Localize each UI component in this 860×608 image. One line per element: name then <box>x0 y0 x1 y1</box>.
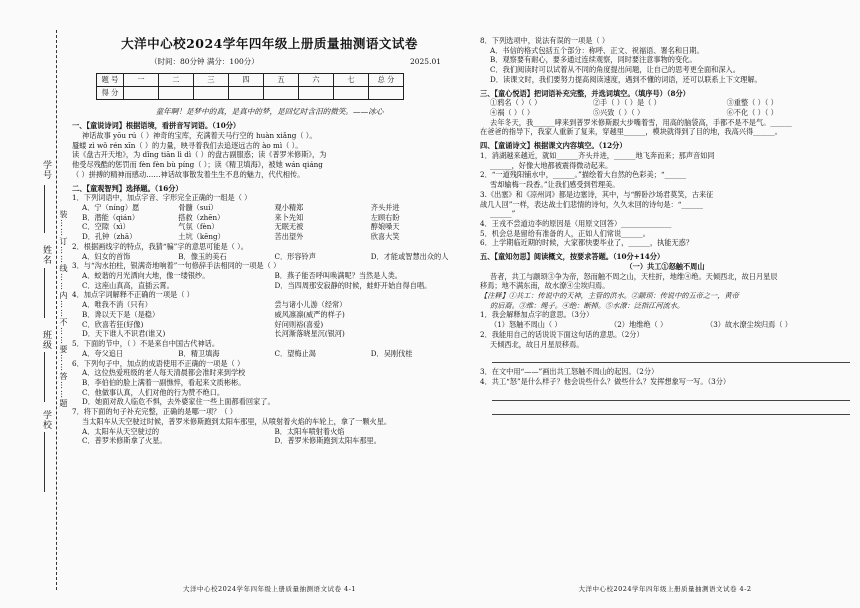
option[interactable]: B．李伯伯的脸上满着一副憔悴，看起来文质彬彬。 <box>82 377 246 387</box>
word-fill-row <box>480 98 850 108</box>
option: 搭救（zhēn） <box>178 212 225 222</box>
option[interactable]: C．空隙（xì） <box>82 222 130 232</box>
question-options <box>72 300 467 339</box>
option[interactable]: A．唯我不消（只有） <box>82 300 152 310</box>
question-stem: 4．共工“怒”是什么样子？他会说些什么？做些什么？发挥想象写一写。（3分） <box>480 377 731 386</box>
option[interactable]: D．当四周那安寂静的时候，蛙虾开始自得自唱。 <box>274 280 432 290</box>
option[interactable]: A．妇女的首饰 <box>82 251 131 261</box>
option[interactable]: C．形容铃声 <box>274 251 316 261</box>
score-table-header <box>97 74 404 87</box>
score-cell[interactable] <box>369 87 404 100</box>
student-id-field[interactable] <box>44 185 45 233</box>
option[interactable]: D．才能或智慧出众的人 <box>370 251 449 261</box>
sec4-line: 4．王戎不尝道边李的原因是（用原文回答）______________ <box>480 218 672 228</box>
question-sentence: 天倾西北，故日月星辰移焉。 <box>490 339 584 349</box>
answer-blank[interactable]: （2）地维绝（ ） <box>610 320 668 330</box>
score-header-cell: 二 <box>159 74 194 87</box>
option: 齐头并进 <box>370 203 400 212</box>
option[interactable]: B．精卫填海 <box>178 348 220 358</box>
option: 欣喜大笑 <box>370 232 400 242</box>
question-stem: 7．将下面的句子补充完整，正确的是哪一项？（ ） <box>72 407 237 417</box>
option[interactable]: A．宁（níng）愿 <box>82 203 140 212</box>
question-options <box>72 252 467 262</box>
word-fill-item[interactable]: ④祸（ ）（ ） <box>490 108 535 118</box>
option[interactable]: D．读课文时，我们要努力提高阅读速度，遇到不懂的词语，还可以联系上下文理解。 <box>490 74 762 84</box>
score-table <box>96 73 404 100</box>
class-field[interactable] <box>44 352 45 402</box>
sec1-line: 他受尽残酷的惩罚而 fèn fèn bù píng（ ）；读《精卫填海》，被她 wán qiáng <box>72 160 323 170</box>
answer-line[interactable] <box>492 404 850 415</box>
option: 土坑（kēng） <box>178 232 225 242</box>
student-id-label: 学号 <box>41 160 51 180</box>
name-label: 姓名 <box>41 245 51 265</box>
reading-note: 的后裔。③维：绳子。④绝：断掉。⑤水潦：泛指江河流水。 <box>490 300 685 310</box>
answer-blank[interactable]: （1）怒触不周山（ ） <box>490 320 562 330</box>
option: 尝与诸小儿游（经常） <box>274 300 347 310</box>
exam-date: 2025.01 <box>409 56 441 66</box>
question-stem: 8．下列选项中，说法有误的一项是（ ） <box>480 36 610 45</box>
score-cell[interactable] <box>229 87 264 100</box>
sec4-line: 雪却输梅一段香。”让我们感受到哲理美。 <box>490 180 620 190</box>
option[interactable]: C．望梅止渴 <box>274 348 316 358</box>
motto: 童年啊！是梦中的真，是真中的梦，是回忆时含泪的微笑。——冰心 <box>155 107 384 116</box>
score-cell[interactable] <box>299 87 334 100</box>
section-3-heading: 三、【童心悦语】把词语补充完整，并选词填空。（填序号）（8分） <box>480 88 690 98</box>
question-options <box>72 427 467 446</box>
binding-warning: 装……订……线……内……不……要……答……题 <box>59 210 68 408</box>
option[interactable]: C．他做事认真，人们对他的行为赞不绝口。 <box>82 387 225 397</box>
school-label: 学校 <box>41 410 51 430</box>
sec1-line: （ ）拼搏的精神而感动……神话故事散发着生生不息的魅力，代代相传。 <box>72 169 305 179</box>
score-cell[interactable] <box>159 87 194 100</box>
reading-title: （一）共工①怒触不周山 <box>625 261 705 271</box>
exam-title: 大洋中心校2024学年四年级上册质量抽测语文试卷 <box>121 36 418 51</box>
option: 苦出望外 <box>274 232 304 242</box>
question-options <box>72 203 467 242</box>
sec3-paragraph: 在爸爸的指导下，我家人重新了复来，穿越里______，模块就得到了目的地，我高兴得______。 <box>480 127 782 137</box>
word-fill-item[interactable]: ⑤兴致（ ）（ ） <box>592 108 645 118</box>
option: 威风凛凛(威严的样子) <box>274 309 345 319</box>
score-header-cell: 三 <box>194 74 229 87</box>
word-fill-row <box>480 108 850 118</box>
sec4-line: 5．机会总是留给有准备的人，正如人们常说______。 <box>480 228 650 238</box>
option: 无眠无被 <box>274 222 304 232</box>
option[interactable]: B．潜能（qián） <box>82 212 140 222</box>
option[interactable]: B．谗以天下是（是稳） <box>82 309 160 319</box>
answer-line[interactable] <box>492 390 850 401</box>
page-left <box>72 0 467 608</box>
score-row-label: 得 分 <box>97 87 124 100</box>
option[interactable]: A．太阳车从天空驶过的 <box>82 426 160 436</box>
word-fill-item[interactable]: ③重整（ ）（ ） <box>726 98 778 108</box>
score-cell[interactable] <box>194 87 229 100</box>
answer-blank[interactable]: （3）故水潦尘埃归焉（ ） <box>706 320 792 330</box>
option[interactable]: B．观察要有耐心，要多通过连续观察，同时要注意事物的变化。 <box>490 55 697 65</box>
option: 骨髓（suí） <box>178 203 218 212</box>
class-label: 班级 <box>41 330 51 350</box>
score-header-cell: 六 <box>299 74 334 87</box>
option[interactable]: D．天下谁人不识君(谁又) <box>82 329 166 339</box>
section-2-heading: 二、【童观智判】选择题。（16分） <box>72 183 183 193</box>
option[interactable]: D．普罗米修斯跑到太阳车那里。 <box>274 436 381 446</box>
question-stem: 1．我会解释加点字的意思。（3分） <box>480 310 594 320</box>
question-stem: 3．在文中用“——”画出共工怒触不周山的起因。（2分） <box>480 367 659 377</box>
option[interactable]: C．普罗米修斯拿了火星。 <box>82 436 167 446</box>
option[interactable]: C．欣喜若狂(好像) <box>82 319 144 329</box>
option: 长河渐落晓星沉(银河) <box>274 329 345 339</box>
score-header-cell: 总 分 <box>369 74 404 87</box>
reading-text: 移焉；地不满东南，故水潦④尘埃归焉。 <box>480 281 610 291</box>
reading-note: 【注释】①共工：传说中的天神，主管的洪水。②颛顼：传说中的五帝之一，黄帝 <box>480 290 739 300</box>
score-cell[interactable] <box>334 87 369 100</box>
option[interactable]: A．蛟谐的月光洒向大地，像一缕银纱。 <box>82 271 210 281</box>
page-footer-left: 大洋中心校2024学年四年级上册质量抽测语文试卷 4-1 <box>182 585 357 594</box>
question-stem: 5．下面的节中，（ ）不是来自中国古代神话。 <box>72 339 220 349</box>
answer-line[interactable] <box>492 352 850 363</box>
option[interactable]: B．燕子能否呼叫唤满呢？当然是人类。 <box>274 271 402 281</box>
exam-time: （时间：80分钟 满分：100分） <box>150 56 259 66</box>
option[interactable]: B．太阳车喷射着火焰 <box>274 426 345 436</box>
option[interactable]: D．孔钟（zhā） <box>82 232 137 242</box>
option[interactable]: A．这位热爱班级的老人每天清晨都会准时来到学校 <box>82 368 246 378</box>
question-options <box>480 320 850 330</box>
option[interactable]: D．吴刚伐桂 <box>370 348 413 358</box>
option: 气氛（fèn） <box>178 222 219 232</box>
score-header-cell: 五 <box>264 74 299 87</box>
sec4-line: 1．消湖越来越近，就如______齐头并进，______地飞奔而来；那声音如同 <box>480 150 715 160</box>
question-options <box>72 271 467 290</box>
section-1-heading: 一、【童说诗词】根据语境，看拼音写词语。（10分） <box>72 121 241 131</box>
option[interactable]: A．书信的格式包括五个部分：称呼、正文、祝福语、署名和日期。 <box>490 45 704 55</box>
score-cell[interactable] <box>264 87 299 100</box>
word-fill-item[interactable]: ①鸦名（ ）（ ） <box>490 98 542 108</box>
word-fill-item[interactable]: ②手（ ）（ ）是（ ） <box>592 98 661 108</box>
sec1-line: 读《盘古开天地》，为 dǐng tiān lì dì（ ）的盘古副服惑；读《普罗米修斯》，为 <box>72 150 327 160</box>
option: 观小精郑 <box>274 203 304 212</box>
sec4-line: 6．上学期临近期的时候，大家都快要毕业了，______，执能无惑？ <box>480 238 694 248</box>
school-field[interactable] <box>44 432 45 492</box>
option[interactable]: C．这座山真高，直插云霄。 <box>82 280 174 290</box>
section-4-heading: 四、【童诵诗文】根据课文内容填空。（12分） <box>480 141 627 151</box>
sec3-paragraph: 去年冬天，我______哮来到普罗米修斯跟大步嘴着雪，用高的脑袋高，手都不是不是气。______ <box>490 117 792 127</box>
sec4-line: ______” <box>490 209 516 219</box>
option: 左顾右盼 <box>370 212 400 222</box>
sec4-line: 战几人回”一样，表达战士们悲情的诗句，久久未回的诗句是：“______ <box>480 199 703 209</box>
question-sentence: 当太阳车从天空驶过时候，普罗米修斯跑到太阳车那里，从喷射着火焰的车轮上，拿了一颗火星。 <box>82 416 392 426</box>
score-cell[interactable] <box>124 87 159 100</box>
binding-dashed-line <box>56 30 57 590</box>
sec1-line: 神话故事 yōu rú（ ）神奇的宝库，充满着天马行空的 huàn xiǎng（ ）。 <box>82 130 317 140</box>
question-stem: 2．我能用自己的话说说下面这句话的意思。（2分） <box>480 329 644 339</box>
option[interactable]: A．夸父追日 <box>82 348 124 358</box>
page-footer-right: 大洋中心校2024学年四年级上册质量抽测语文试卷 4-2 <box>578 585 752 594</box>
option: 来卜先知 <box>274 212 304 222</box>
sec4-line: ______，好像大地都被震得微动起来。 <box>490 160 613 170</box>
option[interactable]: C．我们阅读时可以试着从不同的角度提出问题，让自己的思考更全面和深入。 <box>490 65 740 75</box>
score-header-cell: 一 <box>124 74 159 87</box>
option[interactable]: D．她面对敌人临危不惧，去外婆家住一些上面都看回家了。 <box>82 397 275 407</box>
sec4-line: 3.《出塞》和《凉州词》都是边塞诗，其中，与“醉卧沙场君莫笑，古来征 <box>480 189 714 199</box>
sec4-line: 2．“一道残阳铺水中，______。”描绘着大自然的色彩美；“______ <box>480 170 687 180</box>
option: 醇娘嗓天 <box>370 222 400 232</box>
question-stem: 2．根据画线字的特点，我猜“骗”字的意思可能是（ ）。 <box>72 241 248 251</box>
section-5-heading: 五、【童知勿思】阅读概文，按要求答题。（10分+14分） <box>480 252 665 262</box>
word-fill-item[interactable]: ⑥不化（ ）（ ） <box>726 108 778 118</box>
reading-text: 昔者，共工与颛顼③争为帝，怒而触不周之山，天柱折，地维④绝。天倾西北，故日月星辰 <box>490 271 778 281</box>
question-stem: 6．下列句子中，加点的成语使用不正确的一项是（ ） <box>72 358 245 368</box>
name-field[interactable] <box>44 268 45 318</box>
question-options <box>72 349 467 359</box>
question-stem: 4．加点字词解释不正确的一项是（ ） <box>72 290 194 300</box>
question-stem: 3．与“沟水拍柱，银满奇地响着”一句修辞手法相同的一项是（ ） <box>72 261 281 271</box>
score-header-cell: 题 号 <box>97 74 124 87</box>
option: 好问则裕(喜爱) <box>274 319 324 329</box>
score-table-row <box>97 87 404 100</box>
binding-margin <box>0 0 68 608</box>
question-stem: 1．下列词语中，加点字音、字形完全正确的一组是（ ） <box>72 193 252 203</box>
score-header-cell: 七 <box>334 74 369 87</box>
option[interactable]: B．像玉的美石 <box>178 251 227 261</box>
score-header-cell: 四 <box>229 74 264 87</box>
page-right <box>480 0 850 608</box>
sec1-line: 蜃蝼 zì wǒ rén xīn（ ）的力量，映寻着我们去追逐远古的 ào mì（ ）。 <box>72 140 303 150</box>
